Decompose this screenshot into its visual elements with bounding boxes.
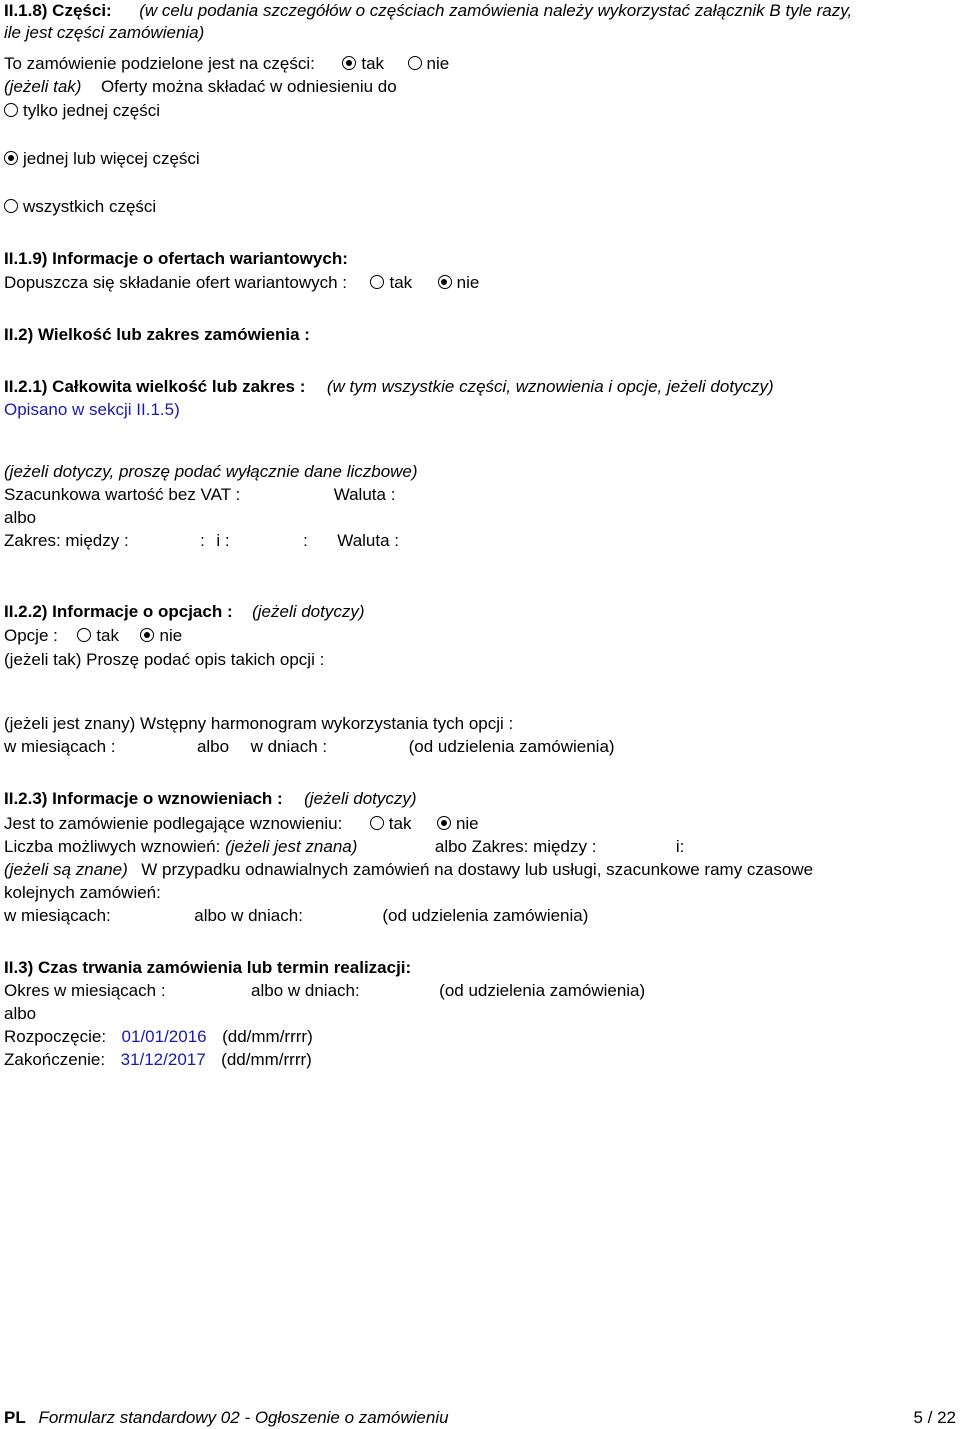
- parts-heading-note: (w celu podania szczegółów o częściach zamówienia należy wykorzystać załącznik B tyle razy,: [139, 1, 853, 20]
- renewals-frame-text: W przypadku odnawialnych zamówień na dostawy lub usługi, szacunkowe ramy czasowe: [141, 860, 814, 879]
- renewals-known-note: (jeżeli są znane): [4, 860, 128, 879]
- renewals-months: w miesiącach:: [4, 906, 111, 925]
- duration-months: Okres w miesiącach :: [4, 981, 166, 1000]
- total-range-line: [4, 530, 399, 552]
- radio-renewals-no[interactable]: [437, 816, 451, 830]
- renewals-frame-text-2: kolejnych zamówień:: [4, 883, 161, 902]
- radio-variants-no[interactable]: [438, 275, 452, 289]
- variants-yes-label: tak: [389, 273, 413, 292]
- renewals-and: i:: [675, 837, 685, 856]
- start-date-format: (dd/mm/rrrr): [222, 1027, 313, 1046]
- start-label: Rozpoczęcie:: [4, 1027, 107, 1046]
- variants-heading: II.1.9) Informacje o ofertach wariantowych:: [4, 249, 348, 268]
- options-schedule-label: (jeżeli jest znany) Wstępny harmonogram wykorzystania tych opcji :: [4, 714, 514, 733]
- options-heading-line: [4, 601, 365, 623]
- options-label: Opcje :: [4, 626, 58, 645]
- parts-heading-note-2: ile jest części zamówienia): [4, 23, 205, 42]
- est-value-label: Szacunkowa wartość bez VAT :: [4, 485, 241, 504]
- parts-offers-label: Oferty można składać w odniesieniu do: [100, 77, 397, 96]
- duration-days: albo w dniach:: [251, 981, 360, 1000]
- radio-parts-yes[interactable]: [342, 56, 356, 70]
- parts-heading: II.1.8) Części:: [4, 1, 112, 20]
- options-heading-note: (jeżeli dotyczy): [252, 602, 365, 621]
- parts-divided-line: [4, 53, 449, 75]
- renewals-from-award: (od udzielenia zamówienia): [382, 906, 589, 925]
- variants-label: Dopuszcza się składanie ofert wariantowych :: [4, 273, 347, 292]
- radio-one-part[interactable]: [4, 103, 18, 117]
- footer-lang: PL: [4, 1408, 26, 1427]
- parts-heading-line: [4, 0, 852, 22]
- options-no-label: nie: [159, 626, 183, 645]
- renewals-label: Jest to zamówienie podlegające wznowieniu:: [4, 814, 343, 833]
- variants-line: [4, 272, 479, 294]
- radio-renewals-yes[interactable]: [370, 816, 384, 830]
- start-date-value: 01/01/2016: [121, 1027, 207, 1046]
- renewals-count-label: Liczba możliwych wznowień:: [4, 837, 221, 856]
- total-heading: II.2.1) Całkowita wielkość lub zakres :: [4, 377, 306, 396]
- radio-all-parts[interactable]: [4, 199, 18, 213]
- options-heading: II.2.2) Informacje o opcjach :: [4, 602, 233, 621]
- duration-heading: II.3) Czas trwania zamówienia lub termin realizacji:: [4, 958, 412, 977]
- size-heading: II.2) Wielkość lub zakres zamówienia :: [4, 325, 310, 344]
- range-colon: :: [200, 531, 205, 550]
- currency-label-2: Waluta :: [337, 531, 400, 550]
- range-label: Zakres: między :: [4, 531, 129, 550]
- total-est-line: [4, 484, 395, 506]
- option-one-or-more-label: jednej lub więcej części: [23, 149, 200, 168]
- options-desc-label: (jeżeli tak) Proszę podać opis takich opcji :: [4, 650, 325, 669]
- options-months: w miesiącach :: [4, 737, 116, 756]
- footer-page-number: 5 / 22: [913, 1408, 956, 1427]
- renewals-heading-line: [4, 788, 417, 810]
- options-yes-label: tak: [96, 626, 120, 645]
- renewals-days: albo w dniach:: [194, 906, 303, 925]
- duration-end-line: [4, 1049, 312, 1071]
- total-numeric-note: (jeżeli dotyczy, proszę podać wyłącznie dane liczbowe): [4, 462, 418, 481]
- total-or: albo: [4, 508, 37, 527]
- renewals-line: [4, 813, 479, 835]
- radio-options-no[interactable]: [140, 628, 154, 642]
- parts-option-one: [4, 100, 160, 122]
- currency-label: Waluta :: [333, 485, 396, 504]
- option-all-label: wszystkich części: [23, 197, 157, 216]
- parts-divided-label: To zamówienie podzielone jest na części:: [4, 54, 315, 73]
- options-days: w dniach :: [250, 737, 328, 756]
- total-heading-line: [4, 376, 774, 398]
- duration-start-line: [4, 1026, 313, 1048]
- footer-title: Formularz standardowy 02 - Ogłoszenie o zamówieniu: [38, 1408, 449, 1427]
- renewals-no-label: nie: [455, 814, 479, 833]
- parts-yes-label: tak: [361, 54, 385, 73]
- parts-option-all: [4, 196, 156, 218]
- renewals-schedule-line: [4, 905, 588, 927]
- option-one-label: tylko jednej części: [23, 101, 161, 120]
- options-line: [4, 625, 182, 647]
- options-from-award: (od udzielenia zamówienia): [408, 737, 615, 756]
- total-heading-note: (w tym wszystkie części, wznowienia i opcje, jeżeli dotyczy): [326, 377, 774, 396]
- end-date-value: 31/12/2017: [120, 1050, 206, 1069]
- options-or: albo: [196, 737, 230, 756]
- parts-if-yes: (jeżeli tak): [4, 77, 82, 96]
- duration-from-award: (od udzielenia zamówienia): [439, 981, 646, 1000]
- renewals-range: albo Zakres: między :: [434, 837, 597, 856]
- range-colon-2: :: [303, 531, 308, 550]
- end-label: Zakończenie:: [4, 1050, 106, 1069]
- parts-no-label: nie: [426, 54, 450, 73]
- variants-no-label: nie: [456, 273, 480, 292]
- parts-option-one-or-more: [4, 148, 200, 170]
- duration-or: albo: [4, 1004, 37, 1023]
- radio-options-yes[interactable]: [77, 628, 91, 642]
- options-schedule-line: [4, 736, 615, 758]
- parts-offers-line: [4, 76, 397, 98]
- radio-one-or-more-parts[interactable]: [4, 151, 18, 165]
- duration-period-line: [4, 980, 645, 1002]
- range-and-label: i :: [216, 531, 230, 550]
- radio-parts-no[interactable]: [408, 56, 422, 70]
- renewals-frame-line: [4, 859, 813, 881]
- total-value: Opisano w sekcji II.1.5): [4, 400, 180, 419]
- renewals-heading-note: (jeżeli dotyczy): [304, 789, 417, 808]
- renewals-yes-label: tak: [388, 814, 412, 833]
- radio-variants-yes[interactable]: [370, 275, 384, 289]
- page-footer: [4, 1407, 956, 1429]
- end-date-format: (dd/mm/rrrr): [221, 1050, 312, 1069]
- renewals-count-line: [4, 836, 684, 858]
- renewals-heading: II.2.3) Informacje o wznowieniach :: [4, 789, 283, 808]
- renewals-count-note: (jeżeli jest znana): [225, 837, 358, 856]
